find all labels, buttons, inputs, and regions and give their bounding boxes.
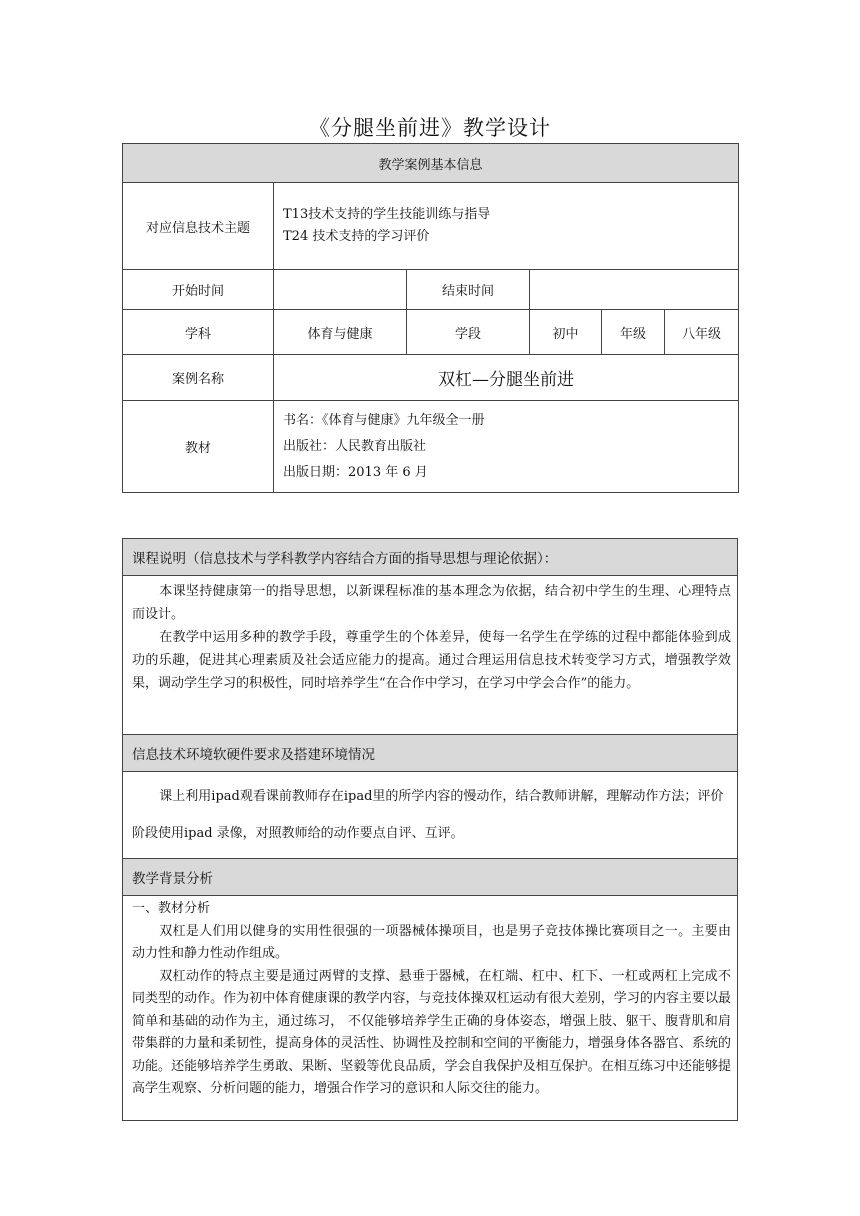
course-details-table xyxy=(122,538,738,1121)
topic-line-1: T13技术支持的学生技能训练与指导 xyxy=(283,207,491,222)
course-paragraph-1: 本课坚持健康第一的指导思想，以新课程标准的基本理念为依据，结合初中学生的生理、心理特点而设计。 xyxy=(132,584,731,622)
basic-info-table xyxy=(122,143,739,493)
background-heading: 教学背景分析 xyxy=(123,859,738,896)
start-time-label: 开始时间 xyxy=(123,270,274,310)
background-body xyxy=(123,896,738,1121)
material-line-3: 出版日期：2013 年 6 月 xyxy=(283,464,428,480)
document-title: 《分腿坐前进》教学设计 xyxy=(309,116,551,140)
stage-value: 初中 xyxy=(530,310,602,355)
start-time-value xyxy=(274,270,407,310)
stage-label: 学段 xyxy=(407,310,530,355)
grade-label: 年级 xyxy=(602,310,665,355)
subject-value: 体育与健康 xyxy=(274,310,407,355)
env-heading: 信息技术环境软硬件要求及搭建环境情况 xyxy=(123,735,738,772)
end-time-label: 结束时间 xyxy=(407,270,530,310)
material-value xyxy=(274,401,739,493)
case-name-value: 双杠—分腿坐前进 xyxy=(274,355,739,401)
background-sub-heading: 一、教材分析 xyxy=(132,901,211,916)
env-paragraph: 课上利用ipad观看课前教师存在ipad里的所学内容的慢动作，结合教师讲解，理解动作方法；评价阶段使用ipad 录像，对照教师给的动作要点自评、互评。 xyxy=(132,789,724,841)
topic-label: 对应信息技术主题 xyxy=(123,183,274,270)
background-paragraph-2: 双杠动作的特点主要是通过两臂的支撑、悬垂于器械，在杠端、杠中、杠下、一杠或两杠上完成不同类型的动作。作为初中体育健康课的教学内容，与竞技体操双杠运动有很大差别，学习的内容主要以最简单和基础的动作为主，通过练习， 不仅能够培养学生正确的身体姿态，增强上肢、躯干、腹背肌和肩带集群的力量和柔韧性，提高身体的灵活性、协调性及控制和空间的平衡能力，增强身体各器官、系统的功能。还能够培养学生勇敢、果断、坚毅等优良品质，学会自我保护及相互保护。在相互练习中还能够提高学生观察、分析问题的能力，增强合作学习的意识和人际交往的能力。 xyxy=(132,968,731,1096)
topic-value xyxy=(274,183,739,270)
material-line-1: 书名：《体育与健康》九年级全一册 xyxy=(283,412,485,428)
env-body xyxy=(123,772,738,859)
course-paragraph-2: 在教学中运用多种的教学手段，尊重学生的个体差异，使每一名学生在学练的过程中都能体验到成功的乐趣，促进其心理素质及社会适应能力的提高。通过合理运用信息技术转变学习方式，增强教学效果，调动学生学习的积极性，同时培养学生“在合作中学习，在学习中学会合作”的能力。 xyxy=(132,630,731,691)
case-name-label: 案例名称 xyxy=(123,355,274,401)
course-body xyxy=(123,576,738,735)
basic-info-header: 教学案例基本信息 xyxy=(123,144,739,183)
material-line-2: 出版社：人民教育出版社 xyxy=(283,438,427,454)
topic-line-2: T24 技术支持的学习评价 xyxy=(283,229,430,244)
course-heading: 课程说明（信息技术与学科教学内容结合方面的指导思想与理论依据）： xyxy=(123,539,738,576)
grade-value: 八年级 xyxy=(665,310,739,355)
background-paragraph-1: 双杠是人们用以健身的实用性很强的一项器械体操项目，也是男子竞技体操比赛项目之一。主要由动力性和静力性动作组成。 xyxy=(132,923,731,961)
material-label: 教材 xyxy=(123,401,274,493)
end-time-value xyxy=(530,270,739,310)
subject-label: 学科 xyxy=(123,310,274,355)
